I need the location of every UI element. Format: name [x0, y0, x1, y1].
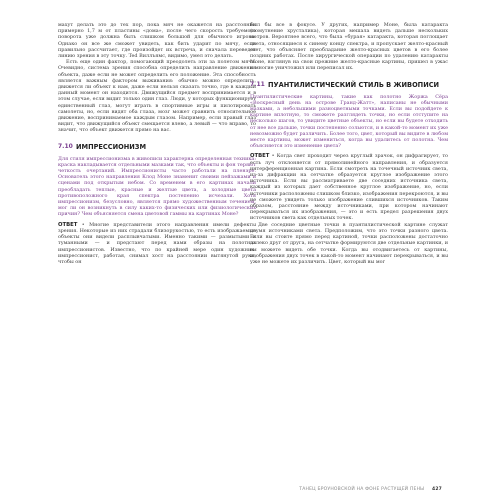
- answer-paragraph: ОТВЕТ • Когда свет проходит через круглый зрачок, он дифрагирует, то есть луч отклоняется от прямолинейного направления, и образуется интерференционная картина. Если смотреть на точечный источник света, из-за дифракции на сетчатке образуется круглое изображение этого источника. Если вы рассматриваете две соседних источника света, каждый из которых дает собственное круглое изображение, но, если источники расположены слишком близко, изображения перекроются, и вы не сможете увидеть только изображение слившихся источников. Таким образом, расстояние между источниками, при котором начинают перекрываться их изображения, — это и есть предел разрешения двух источников света как отдельных точек.: [250, 153, 448, 222]
- page-footer: [299, 487, 442, 492]
- paragraph: был бы все в фокусе. У других, например Моне, была катаракта (помутнение хрусталика), которая мешала видеть дальше нескольких метров. Вероятнее всего, что была «бурая» катаракта, которая поглощает цвета, относящиеся к синему концу спектра, и пропускает желто-красный свет, что объясняет преобладание желто-красных цветов в его более поздних работах. После хирургической операции по удалению катаракты Моне, взглянув на свои прежние желто-красные картины, пришел в ужас и многие уничтожил или переписал их.: [250, 22, 448, 72]
- section-intro: Для стиля импрессионизма в живописи характерна определенная техника: краска накладывается отдельными мазками так, что объекты и фон теряют четкость очертаний. Импрессионисты часто работали на пленэре. Основатель этого направления Клод Моне знаменит своими пейзажами и сценами под открытым небом. Со временем в его картинах начали преобладать теплые, красные и желтые цвета, а холодные цвета противоположного края спектра постепенно исчезали. Хотя импрессионизм, безусловно, является прямо художественным течением, мог ли он возникнуть в силу каких-то физических или физиологических причин? Чем объясняется смена цветовой гаммы на картинах Моне?: [58, 155, 256, 218]
- page-number: 427: [432, 487, 442, 492]
- right-column: [250, 22, 448, 265]
- section-title: ИМПРЕССИОНИЗМ: [76, 142, 147, 151]
- left-column: [58, 22, 256, 265]
- section-intro: Пуантилистические картины, такие как полотно Жоржа Сёра «Воскресный день на острове Гранд-Жатт», написаны не обычными мазками, а небольшими разноцветными точками. Если вы подойдете к картине вплотную, то сможете разглядеть точки, но если отступите на несколько шагов, то увидите цветные объекты, но если вы будете отходить от нее все дальше, точки постепенно сольются, и в какой-то момент их уже невозможно будет различить. Более того, цвет, который вы видите в любом месте картины, может измениться, когда вы удалитесь от полотна. Чем объясняется это изменение цвета?: [250, 93, 448, 150]
- section-title: ПУАНТИЛИСТИЧЕСКИЙ СТИЛЬ В ЖИВОПИСИ: [268, 80, 440, 89]
- answer-label: ОТВЕТ: [58, 221, 78, 228]
- section-heading: [58, 143, 256, 151]
- answer-label: ОТВЕТ: [250, 153, 270, 160]
- paragraph: Есть еще один фактор, помогающий преодолеть эти за полетом мяча. Очевидно, система зрения способна определить направление движения объекта, даже если не может определить его положение. Эта способность является важным фактором выживания: обычно можно определить, движется ли объект к нам, даже если нельзя сказать точно, где в каждый данный момент он находится. Движущийся предмет воспринимается и в этом случае, если видит только один глаз. Люди, у которых функционирует единственный глаз, могут играть в спортивные игры и пилотировать самолеты, но, если видят оба глаза, мозг может сравнить относительное движение, воспринимаемое каждым глазом. Например, если правый глаз видит, что движущийся объект смещается влево, а левый — что вправо, то значит, что объект движется прямо на вас.: [58, 59, 256, 134]
- running-footer: ТАНЕЦ БРОУНОВСКОЙ НА ФОНЕ РАСТУЩЕЙ ПЕНЫ: [299, 487, 425, 492]
- paragraph: махут делать это до тех пор, пока мяч не окажется на расстоянии примерно 1,7 м от пластины «дома», после чего скорость требуемого поворота уже должна быть слишком большой для обычного игрока. Однако он все же сможет увидеть, как бить ударит по мячу, если правильно рассчитает, где произойдет их встреча, и сначала переведет линию зрения в эту точку. Ted Виллъямс, видимо, умел это делать.: [58, 22, 256, 60]
- section-number: 7.10: [58, 142, 73, 150]
- section-heading: [250, 81, 448, 89]
- section-number: 7.11: [250, 80, 265, 88]
- answer-paragraph: ОТВЕТ • Многие представители этого направления имели дефекты зрения. Некоторые из них страдали близорукостью, то есть изображаемые объекты они видели расплывчатыми. Именно такими — размытыми и туманными — и предстают перед нами образы на полотнах импрессионистов. Известно, что по крайней мере один художник-импрессионист, работая, снимал хост на расстоянии вытянутой руки, чтобы он: [58, 221, 256, 265]
- paragraph: Две соседние цветные точки в пуантилистической картине служат двумя источниками света. Предположим, что это точки разного цвета. Если вы стоите прямо перед картиной, точки расположены достаточно далеко друг от друга, на сетчатке формируются две отдельные картинки, и вы можете видеть обе точки. Когда вы отодвигаетесь от картины, изображения двух точек в какой-то момент начинают перекрываться, и вы уже не можете их различить. Цвет, который вы мог: [250, 221, 448, 265]
